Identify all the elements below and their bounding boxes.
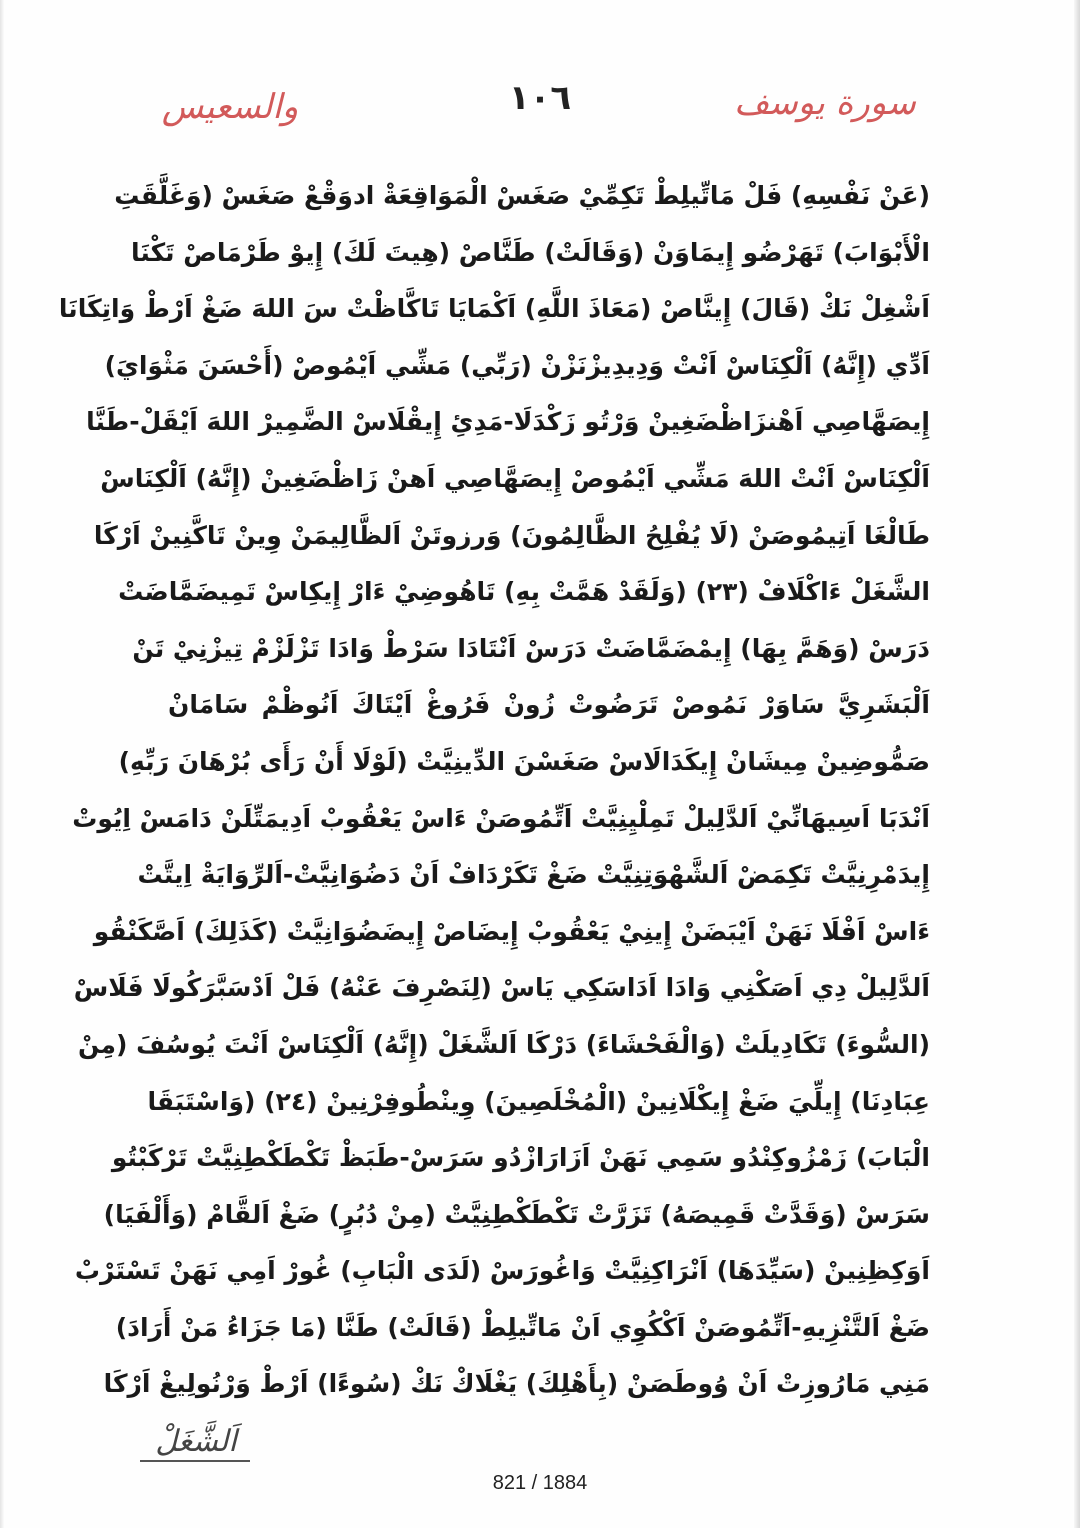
text-line: مَنِي مَارُوزِتْ اَنْ وُوطَصَنْ (بِأَهْلِكَ) يَغْلَاكْ نَكْ (سُوءًا) اَرْطْ وَرْنُولِيغْ اَرْكَا (103, 1369, 930, 1399)
text-line: طَالْغَا اَتِيمُوصَنْ (لَا يُفْلِحُ الظَّالِمُونَ) وَرزوتَنْ اَلظَّالِيمَنْ وِينْ تَاكَّنِينْ اَرْكَا (93, 520, 930, 550)
text-line: إِيصَهَّاصِي اَهْنزَاظْضَغِينْ وَرْتُو زَكْدَلَا-مَدِئِ إِيقْلَاسْ الضَّمِيرْ اللهَ اَيْقَلْ-طَنَّا (86, 407, 930, 437)
text-line: الشَّغَلْ ءَاكْلَافْ (٢٣) (وَلَقَدْ هَمَّتْ بِهِ) تَاهُوضِيْ ءَارْ إِيكِاسْ تَمِيضَمَّاضَتْ (118, 577, 930, 607)
page-counter: 821 / 1884 (492, 1472, 588, 1494)
text-line: (عَنْ نَفْسِهِ) فَلْ مَاتِّيلِطْ تَكِمِّيْ صَغَسْ الْمَوَاقِعَةْ ادوَقْعْ صَغَسْ (وَغَلَّقَتِ (114, 181, 930, 210)
catchword-underline (140, 1460, 250, 1462)
text-line: ضَغْ اَلتَّنْزِيهِ-اَتِّمُوصَنْ اَكْكُوِي اَنْ مَاتِّيلِطْ (قَالَتْ) طَنَّا (مَا جَزَاءُ مَنْ أَرَادَ) (115, 1312, 930, 1342)
text-line: دَرَسْ (وَهَمَّ بِهَا) إِيمْضَمَّاضَتْ دَرَسْ اَنْتَادَا سَرْطْ وَادَا تَزْلَزْمْ تِيزْنِيْ تَنْ (132, 633, 930, 663)
catchword: اَلشَّغَلْ (155, 1424, 237, 1459)
body-text (58, 168, 930, 1413)
page-edge-right (1074, 0, 1080, 1528)
text-line: اَدِّي (إِنَّهُ) اَلْكِنَاسْ اَنْتْ وَدِيدِيزْنَزْنْ (رَبِّي) مَشِّي اَيْمُوصْ (أَحْسَنَ مَثْوَايَ) (104, 350, 930, 380)
text-line: اَشْغِلْ نَكْ (قَالَ) إِينَّاصْ (مَعَاذَ اللَّهِ) اَكْمَايَا تَاكَّاظْتْ سَ اللهَ ضَغْ اَرْطْ وَاتِكَانَا (58, 294, 930, 324)
text-line: إِيدَمْرِنِيَّتْ تَكِمَضْ اَلشَّهْوَتِنِيَّتْ ضَغْ تَكَرْدَافْ اَنْ دَضُوَانِيَّتْ-اَلرِّوَايَةْ اِيتَّتْ (137, 860, 930, 890)
text-line: صَمُّوضِينْ مِيشَانْ إِيكَدَالَاسْ صَغَسْنَ الدِّينِيَّتْ (لَوْلَا أَنْ رَأَى بُرْهَانَ رَبِّهِ) (118, 746, 930, 776)
text-line: اَوَكِظِنِينْ (سَيِّدَهَا) اَنْرَاكِنِيَّتْ وَاغُورَسْ (لَدَى الْبَابِ) غُورْ اَمِي نَهَنْ تَسْتَرْبْ (74, 1256, 930, 1286)
text-line: اَلْبَشَرِيَّ سَاوَرْ نَمُوصْ تَرَضُوتْ زُونْ فَرُوغْ اَيْتَاكَ اَنُوظْمْ سَامَانْ (168, 690, 930, 720)
page-number: ١٠٦ (508, 78, 572, 118)
header-handwritten-note: والس‍عيس (161, 87, 299, 127)
text-line: اَلدَّلِيلْ دِي اَصَكْنِي وَادَا اَدَاسَكِي يَاسْ (لِنَصْرِفَ عَنْهُ) فَلْ اَدْسَبَّرَكُولَا فَلَاسْ (73, 973, 930, 1003)
text-line: (السُّوءَ) تَكَادِيلَتْ (وَالْفَحْشَاءَ) دَرْكَا اَلشَّغَلْ (إِنَّهُ) اَلْكِنَاسْ اَنْتَ يُوسُفَ (مِنْ (78, 1029, 930, 1059)
text-line: عِبَادِنَا) إِيلِّيَ ضَغْ إِيكْلَانِينْ (الْمُخْلَصِينَ) وِينْطُوفِرْنِينْ (٢٤) (وَاسْتَبَقَا (147, 1086, 930, 1116)
text-line: ءَاسْ اَفْلَا نَهَنْ اَيْبَضَنْ إِينِيْ يَعْقُوبْ إِيضَاصْ إِيضَضُوَانِيَّتْ (كَذَلِكَ) اَصَّكَنْقُو (93, 916, 930, 946)
page-edge-left (0, 0, 4, 1528)
surah-title-handwritten: سورة يوسف (734, 83, 916, 123)
text-line: اَلْكِنَاسْ اَنْتْ اللهَ مَشِّي اَيْمُوصْ إِيصَهَّاصِي اَهنْ زَاظْضَغِينْ (إِنَّهُ) اَلْكِنَاسْ (100, 463, 930, 493)
text-line: الْبَابَ) زَمْزُوكِنْدُو سَمِي نَهَنْ اَزَارَازْدُو سَرَسْ-طَبَظْ تَكْطَكْطِنِيَّتْ تَرْكَبْتُو (111, 1143, 930, 1173)
text-line: اَنْدَبَا اَسِيهَانِّيْ اَلدَّلِيلْ تَمِلْيِنِيَّتْ اَتِّمُوصَنْ ءَاسْ يَعْقُوبْ اَدِيمَتِّلَنْ دَامَسْ اِيُوتْ (72, 803, 930, 833)
text-line: الْأَبْوَابَ) تَهَرْضُو إِيمَاوَنْ (وَقَالَتْ) طَنَّاصْ (هِيتَ لَكَ) إِيوْ طَرْمَاصْ تَكْنَا (131, 237, 930, 267)
text-line: سَرَسْ (وَقَدَّتْ قَمِيصَهُ) تَزَرَّتْ تَكْطَكْطِنِيَّتْ (مِنْ دُبُرٍ) ضَغْ اَلقَّامْ (وَأَلْفَيَا) (103, 1199, 930, 1229)
